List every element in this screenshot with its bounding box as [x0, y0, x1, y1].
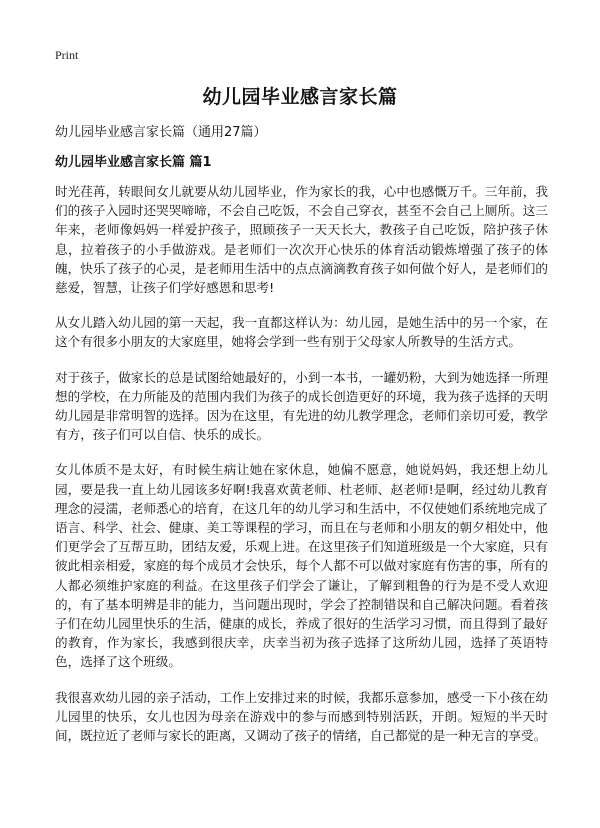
print-link[interactable]: Print: [55, 48, 79, 62]
section-heading: 幼儿园毕业感言家长篇 篇1: [55, 155, 212, 170]
article-body: [55, 182, 548, 761]
document-subtitle: 幼儿园毕业感言家长篇（通用27篇）: [55, 125, 267, 140]
paragraph: 时光荏苒，转眼间女儿就要从幼儿园毕业，作为家长的我，心中也感慨万千。三年前，我们的孩子入园时还哭哭啼啼，不会自己吃饭，不会自己穿衣，甚至不会自己上厕所。这三年来，老师像妈妈一样爱护孩子，照顾孩子一天天长大，教孩子自己吃饭，陪护孩子休息，拉着孩子的小手做游戏。是老师们一次次开心快乐的体育活动锻炼增强了孩子的体魄，快乐了孩子的心灵，是老师用生活中的点点滴滴教育孩子如何做个好人，是老师们的慈爱，智慧，让孩子们学好感恩和思考!: [55, 184, 548, 296]
document-title: 幼儿园毕业感言家长篇: [202, 86, 398, 108]
paragraph: 从女儿踏入幼儿园的第一天起，我一直都这样认为：幼儿园，是她生活中的另一个家，在这个有很多小朋友的大家庭里，她将会学到一些有别于父母家人所教导的生活方式。: [55, 315, 548, 350]
paragraph: 对于孩子，做家长的总是试图给她最好的，小到一本书，一罐奶粉，大到为她选择一所理想的学校，在力所能及的范围内我们为孩子的成长创造更好的环境，我为孩子选择的天明幼儿园是非常明智的选择。因为在这里，有先进的幼儿教学理念，老师们亲切可爱，教学有方，孩子们可以自信、快乐的成长。: [55, 369, 548, 443]
paragraph: 女儿体质不是太好，有时候生病让她在家休息，她偏不愿意，她说妈妈，我还想上幼儿园，要是我一直上幼儿园该多好啊!我喜欢黄老师、杜老师、赵老师!是啊，经过幼儿教育理念的浸濡，老师悉心的培育，在这几年的幼儿学习和生活中，不仅使她们系统地完成了语言、科学、社会、健康、美工等课程的学习，而且在与老师和小朋友的朝夕相处中，他们更学会了互帮互助，团结友爱，乐观上进。在这里孩子们知道班级是一个大家庭，只有彼此相亲相爱，家庭的每个成员才会快乐，每个人都不可以做对家庭有伤害的事，所有的人都必须维护家庭的利益。在这里孩子们学会了谦让，了解到粗鲁的行为是不受人欢迎的，有了基本明辨是非的能力，当问题出现时，学会了控制错误和自己解决问题。看着孩子们在幼儿园里快乐的生活，健康的成长，养成了很好的生活学习习惯，而且得到了最好的教育，作为家长，我感到很庆幸，庆幸当初为孩子选择了这所幼儿园，选择了英语特色，选择了这个班级。: [55, 462, 548, 670]
paragraph: 我很喜欢幼儿园的亲子活动，工作上安排过来的时候，我都乐意参加，感受一下小孩在幼儿园里的快乐，女儿也因为母亲在游戏中的参与而感到特别活跃，开朗。短短的半天时间，既拉近了老师与家长的距离，又调动了孩子的情绪，自己都觉的是一种无言的享受。: [55, 689, 548, 744]
